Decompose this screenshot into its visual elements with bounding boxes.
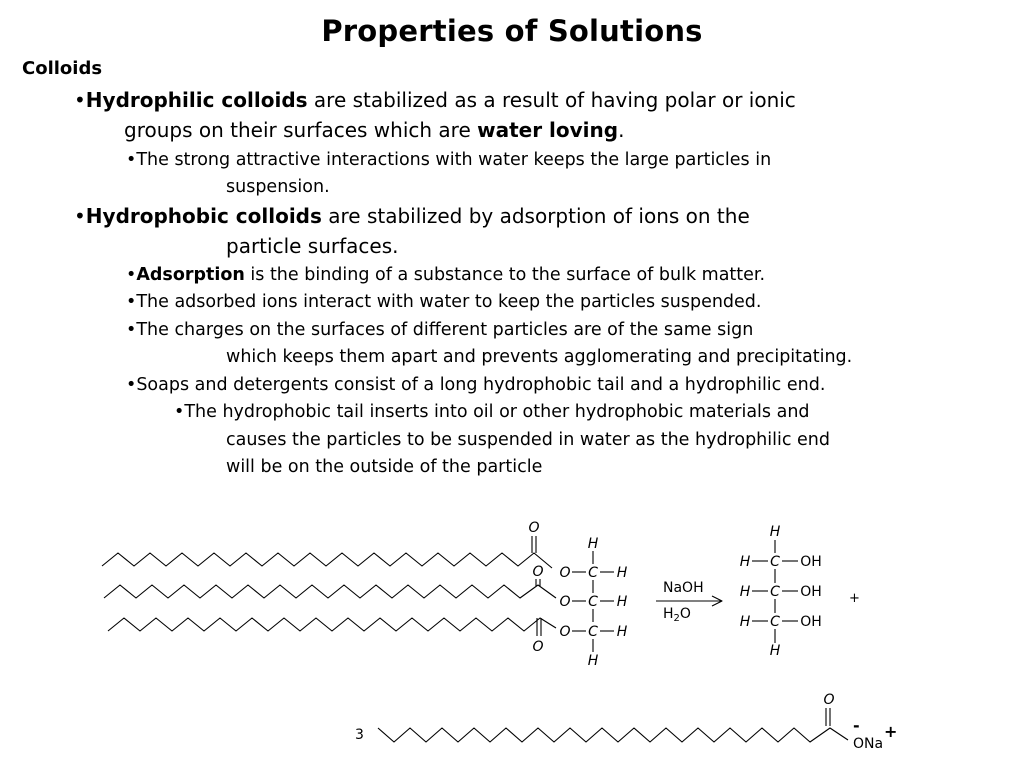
atom-label: O	[532, 639, 544, 655]
text-line: will be on the outside of the particle	[226, 457, 543, 477]
atom-label: O	[528, 520, 540, 536]
text-line: •The charges on the surfaces of different particles are of the same sign	[126, 320, 754, 340]
text-line: suspension.	[226, 177, 330, 197]
soap-coefficient: 3	[355, 727, 364, 743]
atom-label: OH	[800, 614, 822, 630]
text-line: •The hydrophobic tail inserts into oil or other hydrophobic materials and	[174, 402, 810, 422]
minus-charge: -	[853, 716, 860, 735]
atom-label: H	[769, 643, 781, 659]
plus-charge: +	[884, 722, 898, 741]
atom-label: H	[616, 565, 628, 581]
atom-label: O	[532, 564, 544, 580]
reagent-water: $H_2O$	[663, 606, 691, 624]
text-line: •Hydrophobic colloids are stabilized by adsorption of ions on the	[74, 204, 750, 228]
atom-label: C	[770, 614, 780, 630]
atom-label: C	[588, 565, 598, 581]
atom-label: H	[739, 584, 751, 600]
text-line: •Adsorption is the binding of a substance to the surface of bulk matter.	[126, 265, 766, 285]
text-line: which keeps them apart and prevents agglomerating and precipitating.	[226, 347, 853, 367]
atom-label: H	[587, 536, 599, 552]
atom-label: O	[559, 594, 571, 610]
atom-label: H	[587, 653, 599, 669]
atom-label: H	[769, 524, 781, 540]
atom-label: OH	[800, 554, 822, 570]
fatty-chain-1	[102, 553, 552, 568]
atom-label: C	[770, 584, 780, 600]
text-line: •The adsorbed ions interact with water to keep the particles suspended.	[126, 292, 762, 312]
text-line: •The strong attractive interactions with water keeps the large particles in	[126, 150, 772, 170]
atom-label: H	[739, 614, 751, 630]
atom-label: H	[739, 554, 751, 570]
atom-label: O	[559, 565, 571, 581]
soap-chain	[378, 728, 848, 742]
text-line: causes the particles to be suspended in water as the hydrophilic end	[226, 430, 831, 450]
text-line: •Hydrophilic colloids are stabilized as a result of having polar or ionic	[74, 88, 796, 112]
fatty-chain-2	[104, 585, 556, 598]
text-line: particle surfaces.	[226, 234, 399, 258]
atom-label: ONa	[852, 736, 884, 752]
atom-label: C	[770, 554, 780, 570]
atom-label: O	[823, 692, 835, 708]
atom-label: H	[616, 594, 628, 610]
fatty-chain-3	[108, 618, 556, 631]
atom-label: C	[588, 624, 598, 640]
text-line: •Soaps and detergents consist of a long hydrophobic tail and a hydrophilic end.	[126, 375, 826, 395]
atom-label: H	[616, 624, 628, 640]
atom-label: O	[559, 624, 571, 640]
reagent-naoh: NaOH	[663, 580, 704, 596]
text-line: groups on their surfaces which are water loving.	[124, 118, 625, 142]
atom-label: OH	[800, 584, 822, 600]
atom-label: C	[588, 594, 598, 610]
plus-sign: +	[849, 591, 860, 606]
section-heading: Colloids	[22, 58, 103, 79]
slide-title: Properties of Solutions	[321, 14, 703, 48]
